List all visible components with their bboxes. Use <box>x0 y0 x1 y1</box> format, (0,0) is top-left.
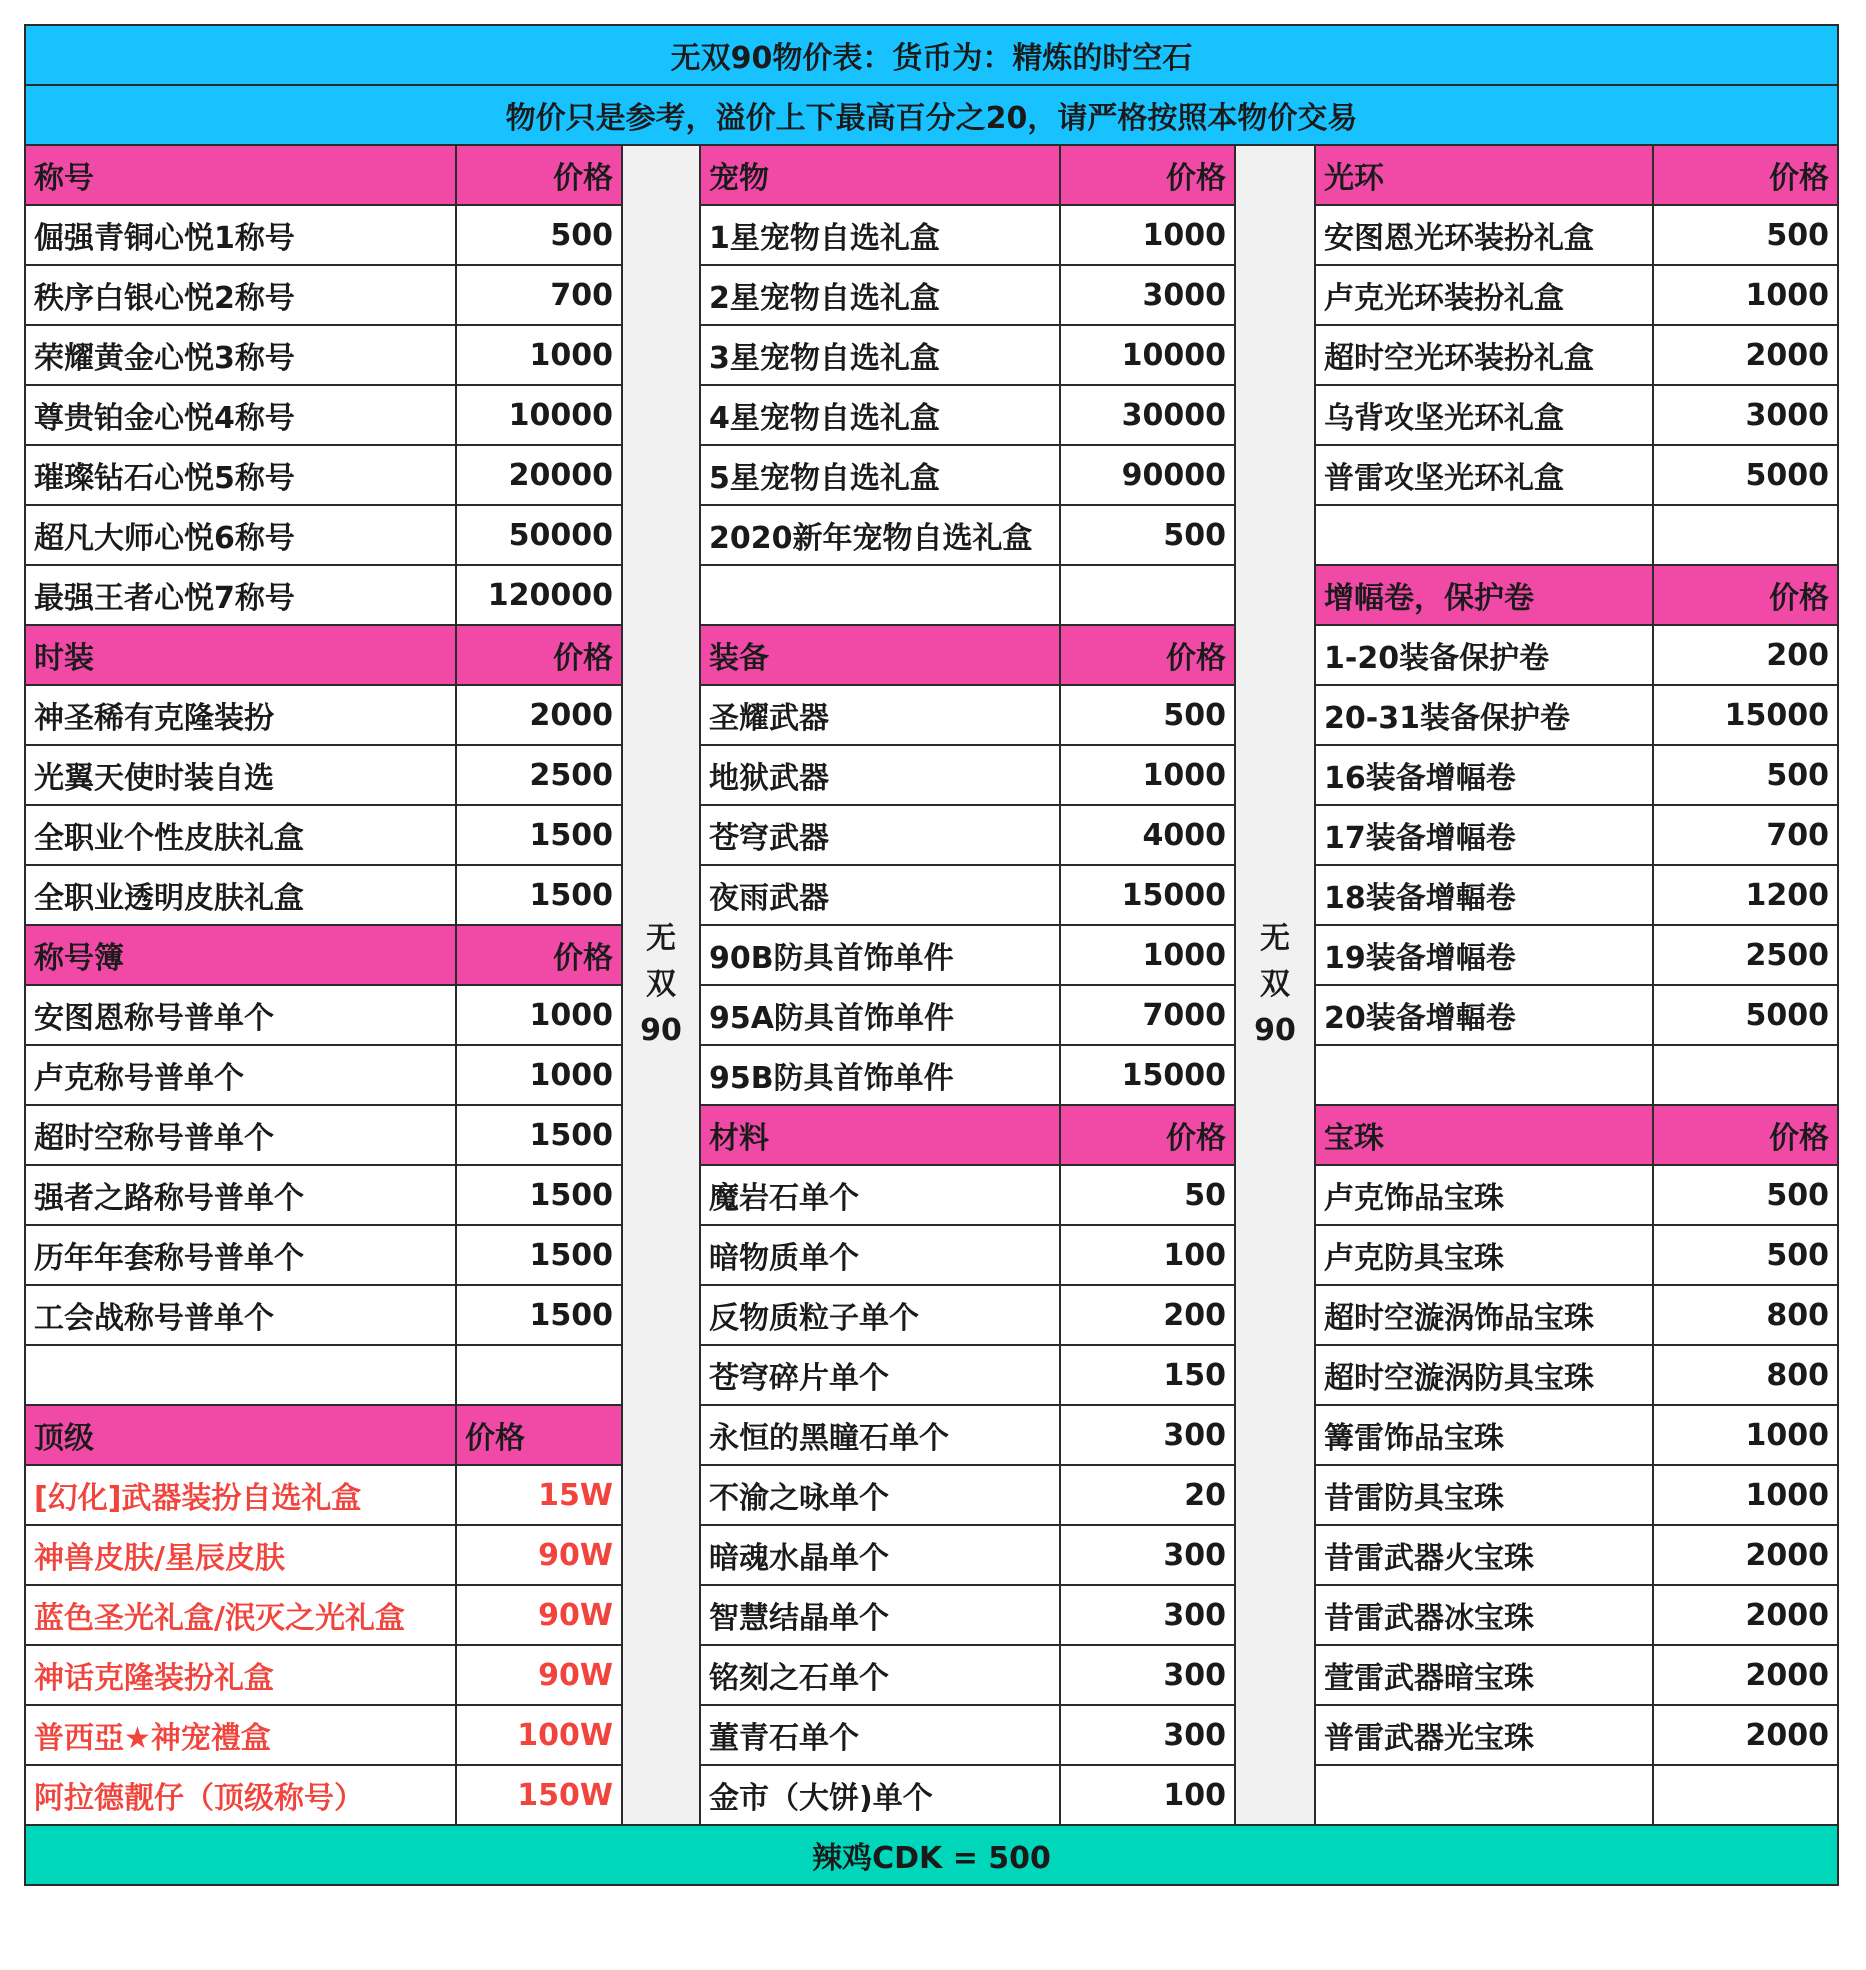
item-name: 超时空漩涡防具宝珠 <box>1315 1345 1653 1405</box>
item-name: 魔岩石单个 <box>700 1165 1060 1225</box>
item-price: 2000 <box>1653 325 1838 385</box>
price-row <box>25 805 1838 865</box>
price-header: 价格 <box>1653 1105 1838 1165</box>
item-price: 500 <box>1653 1225 1838 1285</box>
item-price: 120000 <box>456 565 622 625</box>
section-header: 顶级 <box>25 1405 456 1465</box>
item-name: 昔雷武器火宝珠 <box>1315 1525 1653 1585</box>
item-name: 永恒的黑瞳石单个 <box>700 1405 1060 1465</box>
price-row <box>25 1045 1838 1105</box>
price-row <box>25 685 1838 745</box>
item-price: 1000 <box>1653 1405 1838 1465</box>
price-row <box>25 1285 1838 1345</box>
item-name: 蓝色圣光礼盒/泯灭之光礼盒 <box>25 1585 456 1645</box>
item-price <box>1060 565 1235 625</box>
item-price: 30000 <box>1060 385 1235 445</box>
item-price: 500 <box>1653 745 1838 805</box>
footer-note: 辣鸡CDK = 500 <box>25 1825 1838 1885</box>
divider-label: 双 <box>646 967 676 1002</box>
item-name: 乌背攻坚光环礼盒 <box>1315 385 1653 445</box>
item-price: 15000 <box>1060 865 1235 925</box>
item-name: 夜雨武器 <box>700 865 1060 925</box>
item-price: 200 <box>1653 625 1838 685</box>
item-price: 700 <box>1653 805 1838 865</box>
item-price: 1500 <box>456 865 622 925</box>
item-price: 500 <box>1653 1165 1838 1225</box>
item-price: 300 <box>1060 1645 1235 1705</box>
item-price: 300 <box>1060 1525 1235 1585</box>
item-price: 1500 <box>456 805 622 865</box>
price-row <box>25 925 1838 985</box>
page-title: 无双90物价表：货币为：精炼的时空石 <box>25 25 1838 85</box>
item-price: 5000 <box>1653 445 1838 505</box>
item-name: 18装备增輻卷 <box>1315 865 1653 925</box>
subtitle-row <box>25 85 1838 145</box>
item-name: 神话克隆装扮礼盒 <box>25 1645 456 1705</box>
item-name: 圣耀武器 <box>700 685 1060 745</box>
price-row <box>25 745 1838 805</box>
item-price: 300 <box>1060 1585 1235 1645</box>
page-subtitle: 物价只是参考，溢价上下最高百分之20，请严格按照本物价交易 <box>25 85 1838 145</box>
item-name: 智慧结晶单个 <box>700 1585 1060 1645</box>
item-price: 90W <box>456 1585 622 1645</box>
column-divider <box>622 145 700 1825</box>
item-price: 150W <box>456 1765 622 1825</box>
item-name: 2星宠物自选礼盒 <box>700 265 1060 325</box>
item-price: 90000 <box>1060 445 1235 505</box>
item-name <box>1315 1045 1653 1105</box>
item-name: 16装备增幅卷 <box>1315 745 1653 805</box>
title-row <box>25 25 1838 85</box>
item-name: 普西亞★神宠禮盒 <box>25 1705 456 1765</box>
price-row <box>25 625 1838 685</box>
price-row <box>25 1405 1838 1465</box>
item-price: 300 <box>1060 1405 1235 1465</box>
item-name: 暗物质单个 <box>700 1225 1060 1285</box>
item-price: 500 <box>1653 205 1838 265</box>
section-header: 材料 <box>700 1105 1060 1165</box>
item-name: 全职业个性皮肤礼盒 <box>25 805 456 865</box>
section-header: 宝珠 <box>1315 1105 1653 1165</box>
item-name: 90B防具首饰单件 <box>700 925 1060 985</box>
item-name: 超时空光环装扮礼盒 <box>1315 325 1653 385</box>
item-name: 铭刻之石单个 <box>700 1645 1060 1705</box>
item-name: 董青石单个 <box>700 1705 1060 1765</box>
item-name: 4星宠物自选礼盒 <box>700 385 1060 445</box>
item-name: 强者之路称号普单个 <box>25 1165 456 1225</box>
price-header: 价格 <box>456 145 622 205</box>
item-price: 10000 <box>456 385 622 445</box>
price-header: 价格 <box>1060 1105 1235 1165</box>
item-name: 安图恩光环装扮礼盒 <box>1315 205 1653 265</box>
section-header: 称号簿 <box>25 925 456 985</box>
item-price: 300 <box>1060 1705 1235 1765</box>
item-price: 1500 <box>456 1225 622 1285</box>
item-price <box>1653 1765 1838 1825</box>
item-name: 17装备增幅卷 <box>1315 805 1653 865</box>
price-row <box>25 385 1838 445</box>
item-name: 95B防具首饰单件 <box>700 1045 1060 1105</box>
item-price: 3000 <box>1653 385 1838 445</box>
item-name: 3星宠物自选礼盒 <box>700 325 1060 385</box>
item-price: 100 <box>1060 1225 1235 1285</box>
price-header: 价格 <box>1653 565 1838 625</box>
price-row <box>25 1765 1838 1825</box>
item-name <box>1315 1765 1653 1825</box>
price-header: 价格 <box>456 625 622 685</box>
item-price: 2500 <box>456 745 622 805</box>
item-price: 500 <box>1060 505 1235 565</box>
item-price: 800 <box>1653 1285 1838 1345</box>
item-name: 20-31装备保护卷 <box>1315 685 1653 745</box>
item-price: 90W <box>456 1525 622 1585</box>
divider-label: 90 <box>1254 1013 1296 1048</box>
footer-row <box>25 1825 1838 1885</box>
item-name: 昔雷武器冰宝珠 <box>1315 1585 1653 1645</box>
item-name: 全职业透明皮肤礼盒 <box>25 865 456 925</box>
item-price: 20 <box>1060 1465 1235 1525</box>
item-name: 不渝之咏单个 <box>700 1465 1060 1525</box>
price-row <box>25 1345 1838 1405</box>
item-price: 2000 <box>1653 1645 1838 1705</box>
item-price: 50000 <box>456 505 622 565</box>
item-name: 超时空漩涡饰品宝珠 <box>1315 1285 1653 1345</box>
item-price: 500 <box>456 205 622 265</box>
item-price: 1000 <box>456 325 622 385</box>
section-header: 增幅卷，保护卷 <box>1315 565 1653 625</box>
item-price: 3000 <box>1060 265 1235 325</box>
item-name: 20装备增輻卷 <box>1315 985 1653 1045</box>
item-price: 2000 <box>1653 1705 1838 1765</box>
item-price: 1200 <box>1653 865 1838 925</box>
item-name: 卢克称号普单个 <box>25 1045 456 1105</box>
item-price <box>1653 505 1838 565</box>
item-name: 卢克饰品宝珠 <box>1315 1165 1653 1225</box>
item-name: 1-20装备保护卷 <box>1315 625 1653 685</box>
section-header: 装备 <box>700 625 1060 685</box>
price-row <box>25 265 1838 325</box>
price-header: 价格 <box>1653 145 1838 205</box>
item-name: 苍穹武器 <box>700 805 1060 865</box>
item-name: 1星宠物自选礼盒 <box>700 205 1060 265</box>
price-row <box>25 205 1838 265</box>
item-name: 秩序白银心悦2称号 <box>25 265 456 325</box>
item-name: 最强王者心悦7称号 <box>25 565 456 625</box>
item-price: 15000 <box>1060 1045 1235 1105</box>
item-price: 2000 <box>456 685 622 745</box>
item-name: 卢克防具宝珠 <box>1315 1225 1653 1285</box>
price-row <box>25 1225 1838 1285</box>
price-row <box>25 565 1838 625</box>
item-price: 200 <box>1060 1285 1235 1345</box>
item-price: 20000 <box>456 445 622 505</box>
price-header: 价格 <box>456 925 622 985</box>
item-name: 荣耀黄金心悦3称号 <box>25 325 456 385</box>
item-name: 卢克光环装扮礼盒 <box>1315 265 1653 325</box>
item-price: 1000 <box>1060 205 1235 265</box>
item-price: 2500 <box>1653 925 1838 985</box>
item-price: 100W <box>456 1705 622 1765</box>
divider-label: 双 <box>1260 967 1290 1002</box>
section-header: 宠物 <box>700 145 1060 205</box>
item-name: 地狱武器 <box>700 745 1060 805</box>
item-price: 800 <box>1653 1345 1838 1405</box>
item-price: 1000 <box>456 1045 622 1105</box>
item-name: 安图恩称号普单个 <box>25 985 456 1045</box>
item-price: 2000 <box>1653 1525 1838 1585</box>
price-header: 价格 <box>1060 145 1235 205</box>
item-price: 1000 <box>1060 925 1235 985</box>
price-row <box>25 1105 1838 1165</box>
item-name: 阿拉德靓仔（顶级称号） <box>25 1765 456 1825</box>
item-name: 超时空称号普单个 <box>25 1105 456 1165</box>
item-name: 篝雷饰品宝珠 <box>1315 1405 1653 1465</box>
item-price <box>456 1345 622 1405</box>
item-price: 15000 <box>1653 685 1838 745</box>
price-row <box>25 865 1838 925</box>
item-price <box>1653 1045 1838 1105</box>
column-divider <box>1235 145 1315 1825</box>
item-price: 1500 <box>456 1105 622 1165</box>
price-row <box>25 1165 1838 1225</box>
price-row <box>25 145 1838 205</box>
price-header: 价格 <box>1060 625 1235 685</box>
item-price: 15W <box>456 1465 622 1525</box>
item-price: 150 <box>1060 1345 1235 1405</box>
price-row <box>25 325 1838 385</box>
item-name: 璀璨钻石心悦5称号 <box>25 445 456 505</box>
price-row <box>25 1525 1838 1585</box>
item-name: 普雷攻坚光环礼盒 <box>1315 445 1653 505</box>
item-name: 昔雷防具宝珠 <box>1315 1465 1653 1525</box>
item-name: 神兽皮肤/星辰皮肤 <box>25 1525 456 1585</box>
divider-label: 无 <box>1260 921 1290 956</box>
item-name: 金市（大饼)单个 <box>700 1765 1060 1825</box>
item-name: 普雷武器光宝珠 <box>1315 1705 1653 1765</box>
item-price: 4000 <box>1060 805 1235 865</box>
price-row <box>25 985 1838 1045</box>
item-name <box>25 1345 456 1405</box>
item-price: 1000 <box>1060 745 1235 805</box>
item-price: 10000 <box>1060 325 1235 385</box>
section-header: 称号 <box>25 145 456 205</box>
price-row <box>25 1645 1838 1705</box>
item-name: 95A防具首饰单件 <box>700 985 1060 1045</box>
price-header: 价格 <box>456 1405 622 1465</box>
item-price: 700 <box>456 265 622 325</box>
item-name: 工会战称号普单个 <box>25 1285 456 1345</box>
item-name: 苍穹碎片单个 <box>700 1345 1060 1405</box>
item-price: 5000 <box>1653 985 1838 1045</box>
item-price: 500 <box>1060 685 1235 745</box>
item-name <box>700 565 1060 625</box>
item-price: 1000 <box>1653 1465 1838 1525</box>
section-header: 光环 <box>1315 145 1653 205</box>
item-name: 19装备增幅卷 <box>1315 925 1653 985</box>
item-price: 1000 <box>456 985 622 1045</box>
item-price: 7000 <box>1060 985 1235 1045</box>
price-row <box>25 1585 1838 1645</box>
price-row <box>25 445 1838 505</box>
item-price: 1500 <box>456 1285 622 1345</box>
item-name: 5星宠物自选礼盒 <box>700 445 1060 505</box>
item-price: 2000 <box>1653 1585 1838 1645</box>
item-name: 历年年套称号普单个 <box>25 1225 456 1285</box>
item-price: 90W <box>456 1645 622 1705</box>
item-name: 萱雷武器暗宝珠 <box>1315 1645 1653 1705</box>
item-name <box>1315 505 1653 565</box>
item-name: 暗魂水晶单个 <box>700 1525 1060 1585</box>
item-price: 50 <box>1060 1165 1235 1225</box>
item-price: 1000 <box>1653 265 1838 325</box>
item-name: 超凡大师心悦6称号 <box>25 505 456 565</box>
item-name: 光翼天使时装自选 <box>25 745 456 805</box>
item-name: 尊贵铂金心悦4称号 <box>25 385 456 445</box>
price-row <box>25 505 1838 565</box>
item-price: 1500 <box>456 1165 622 1225</box>
price-table <box>24 24 1839 1886</box>
item-name: 2020新年宠物自选礼盒 <box>700 505 1060 565</box>
divider-label: 90 <box>640 1013 682 1048</box>
price-row <box>25 1465 1838 1525</box>
item-price: 100 <box>1060 1765 1235 1825</box>
item-name: [幻化]武器装扮自选礼盒 <box>25 1465 456 1525</box>
divider-label: 无 <box>646 921 676 956</box>
item-name: 倔强青铜心悦1称号 <box>25 205 456 265</box>
item-name: 反物质粒子单个 <box>700 1285 1060 1345</box>
item-name: 神圣稀有克隆装扮 <box>25 685 456 745</box>
price-row <box>25 1705 1838 1765</box>
section-header: 时装 <box>25 625 456 685</box>
